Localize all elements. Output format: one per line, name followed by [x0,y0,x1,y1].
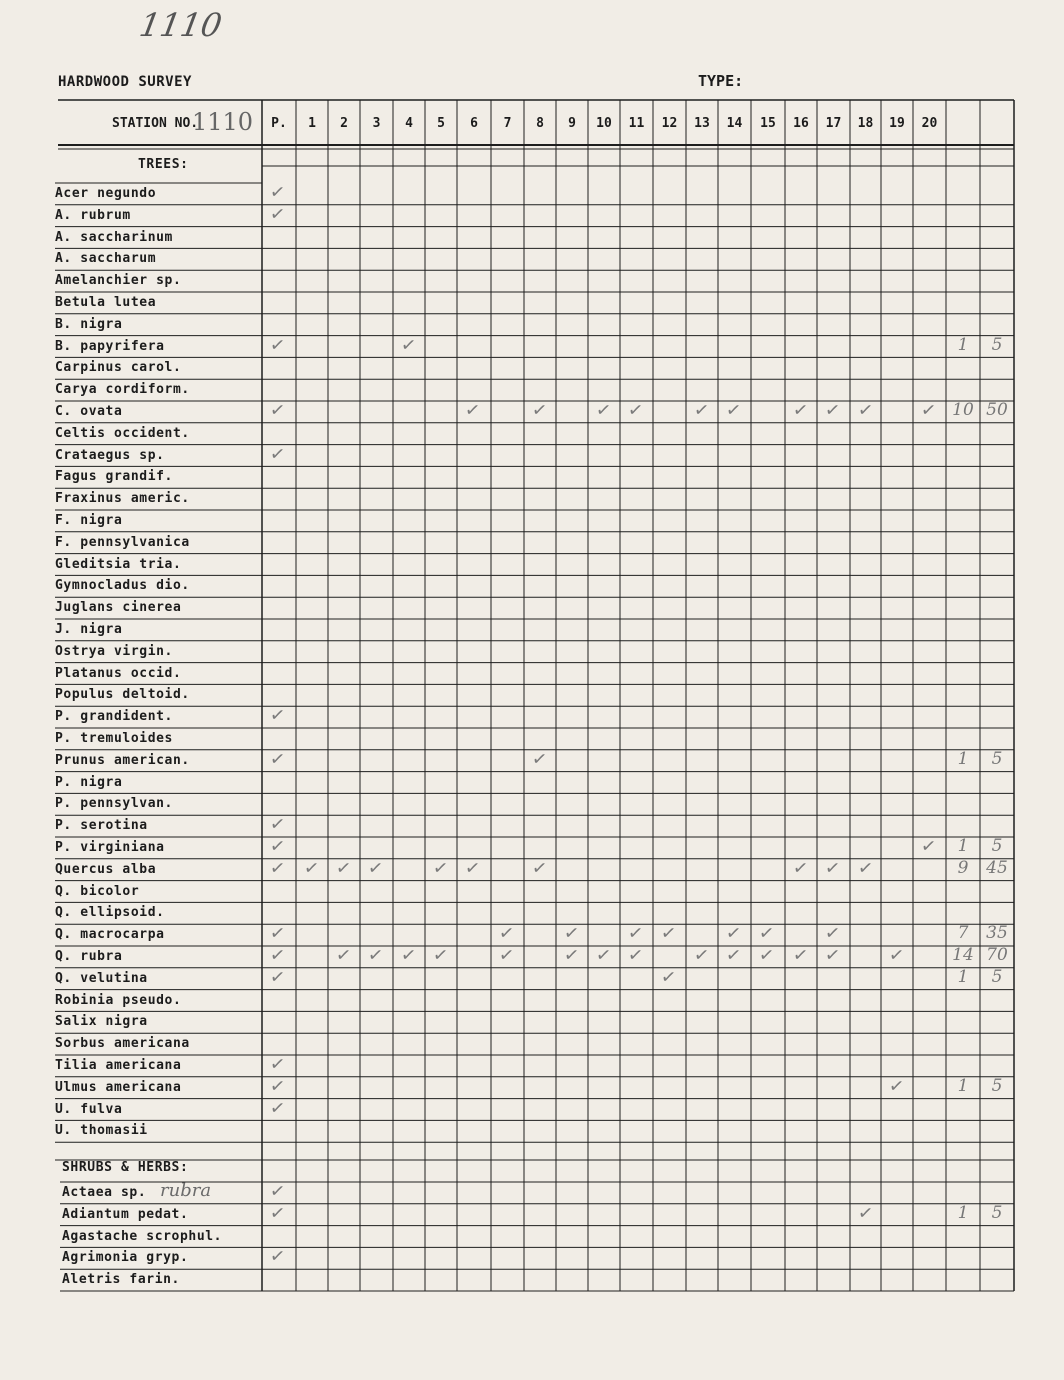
check-mark: ✓ [724,944,743,967]
check-mark: ✓ [659,922,678,946]
species-name: Gymnocladus dio. [55,578,190,594]
check-mark: ✓ [366,944,385,967]
check-mark: ✓ [268,856,287,880]
check-mark: ✓ [431,944,450,967]
species-name: Agrimonia gryp. [62,1250,189,1266]
station-number: 1110 [192,108,254,136]
column-header: 14 [726,116,743,131]
species-name: Q. ellipsoid. [55,905,165,921]
percent-value: 5 [991,1202,1003,1223]
species-name: F. nigra [55,513,123,528]
check-mark: ✓ [791,856,810,880]
column-header: 5 [437,116,445,131]
check-mark: ✓ [530,747,549,771]
species-name: A. saccharinum [55,229,173,245]
check-mark: ✓ [302,856,321,880]
check-mark: ✓ [919,399,938,422]
check-mark: ✓ [530,399,549,422]
check-mark: ✓ [268,1053,287,1076]
check-mark: ✓ [268,1201,287,1225]
check-mark: ✓ [887,1074,906,1098]
column-header: 3 [372,116,381,131]
species-name: Q. rubra [55,949,123,964]
check-mark: ✓ [562,922,581,946]
count-value: 1 [957,966,969,987]
species-name: Carpinus carol. [55,360,182,376]
percent-value: 50 [986,400,1008,420]
percent-value: 70 [986,945,1008,965]
percent-value: 35 [986,923,1008,944]
column-header: 16 [793,116,809,131]
percent-value: 5 [991,1075,1003,1096]
check-mark: ✓ [334,856,353,880]
type-label: TYPE: [698,72,744,90]
check-mark: ✓ [268,181,287,204]
species-name: P. tremuloides [55,731,173,746]
check-mark: ✓ [334,944,353,967]
species-name: J. nigra [55,622,123,637]
species-name: Carya cordiform. [55,382,190,398]
check-mark: ✓ [856,1201,875,1225]
check-mark: ✓ [463,399,482,422]
check-mark: ✓ [463,856,482,880]
check-mark: ✓ [594,944,613,967]
count-value: 1 [957,748,969,769]
species-name: Quercus alba [55,861,157,877]
check-mark: ✓ [626,922,645,946]
check-mark: ✓ [268,922,287,946]
check-mark: ✓ [268,399,287,422]
check-mark: ✓ [823,944,842,967]
check-mark: ✓ [268,202,287,226]
survey-title: HARDWOOD SURVEY [58,74,192,90]
check-mark: ✓ [399,944,418,967]
column-header: 12 [661,116,678,131]
species-name: Q. velutina [55,970,148,986]
percent-value: 5 [991,836,1003,856]
column-header: 18 [857,116,874,131]
count-value: 9 [957,857,969,878]
species-name: Actaea sp. [62,1185,147,1200]
check-mark: ✓ [268,835,287,858]
species-name: Prunus american. [55,752,190,768]
check-mark: ✓ [497,922,516,946]
species-name: Salix nigra [55,1014,148,1030]
column-header: 8 [536,116,544,131]
check-mark: ✓ [856,856,875,880]
species-name: C. ovata [55,404,123,419]
check-mark: ✓ [268,1074,287,1098]
species-name: Tilia americana [55,1058,182,1073]
check-mark: ✓ [626,399,645,422]
column-header: 17 [825,116,842,131]
check-mark: ✓ [757,944,776,967]
species-name: A. rubrum [55,207,131,223]
species-name: Acer negundo [55,186,157,201]
column-header: 7 [503,116,512,131]
species-name: F. pennsylvanica [55,534,190,550]
check-mark: ✓ [268,965,287,989]
species-name: Fagus grandif. [55,469,173,485]
column-header: 13 [694,116,710,131]
handwritten-page-number: 1110 [136,6,225,44]
species-name: Juglans cinerea [55,600,182,616]
species-annotation: rubra [160,1180,212,1201]
column-header: P. [271,116,287,131]
percent-value: 5 [991,966,1003,987]
percent-value: 5 [991,334,1003,355]
species-name: Ostrya virgin. [55,643,173,659]
check-mark: ✓ [724,399,743,422]
column-header: 4 [405,116,413,131]
species-name: P. nigra [55,774,123,790]
trees-heading: TREES: [138,157,189,172]
species-name: P. pennsylvan. [55,796,173,812]
check-mark: ✓ [594,399,613,422]
check-mark: ✓ [626,944,645,967]
species-name: P. serotina [55,818,148,834]
species-name: A. saccharum [55,251,157,267]
check-mark: ✓ [268,704,287,728]
species-name: B. papyrifera [55,338,165,354]
column-header: 2 [340,116,348,131]
check-mark: ✓ [268,333,287,357]
check-mark: ✓ [823,922,842,946]
species-name: Populus deltoid. [55,687,190,703]
check-mark: ✓ [268,813,287,837]
check-mark: ✓ [724,922,743,946]
count-value: 1 [957,1202,969,1223]
column-header: 9 [568,116,576,131]
check-mark: ✓ [268,944,287,967]
column-header: 1 [308,116,316,131]
species-name: Fraxinus americ. [55,491,190,507]
check-mark: ✓ [856,399,875,422]
check-mark: ✓ [562,944,581,967]
species-name: U. thomasii [55,1123,148,1139]
species-name: Agastache scrophul. [62,1228,223,1244]
species-name: Q. bicolor [55,883,140,899]
check-mark: ✓ [431,856,450,880]
species-name: Betula lutea [55,295,157,310]
species-name: Celtis occident. [55,425,190,441]
column-header: 20 [921,116,938,131]
check-mark: ✓ [692,399,711,422]
check-mark: ✓ [823,856,842,880]
check-mark: ✓ [659,965,678,989]
species-name: Platanus occid. [55,665,182,681]
count-value: 1 [957,1075,969,1096]
check-mark: ✓ [268,1245,287,1269]
check-mark: ✓ [268,1096,287,1120]
count-value: 14 [952,945,974,965]
species-name: U. fulva [55,1101,123,1117]
check-mark: ✓ [791,399,810,422]
species-name: Adiantum pedat. [62,1206,189,1222]
count-value: 7 [957,923,969,944]
species-name: B. nigra [55,316,123,332]
species-name: Q. macrocarpa [55,927,165,943]
species-name: Robinia pseudo. [55,992,182,1008]
check-mark: ✓ [399,333,418,357]
species-name: Gleditsia tria. [55,556,182,572]
column-header: 15 [760,116,776,131]
check-mark: ✓ [887,944,906,967]
species-name: P. virginiana [55,840,165,855]
count-value: 1 [957,836,969,856]
check-mark: ✓ [268,442,287,466]
check-mark: ✓ [268,747,287,771]
species-name: Sorbus americana [55,1036,190,1052]
check-mark: ✓ [823,399,842,422]
check-mark: ✓ [692,944,711,967]
percent-value: 5 [991,748,1003,769]
shrubs-heading: SHRUBS & HERBS: [62,1160,189,1175]
check-mark: ✓ [530,856,549,880]
check-mark: ✓ [366,856,385,880]
count-value: 10 [952,400,974,420]
species-name: Ulmus americana [55,1079,182,1095]
percent-value: 45 [986,857,1008,878]
species-name: Amelanchier sp. [55,273,182,289]
check-mark: ✓ [268,1180,287,1203]
check-mark: ✓ [757,922,776,946]
check-mark: ✓ [791,944,810,967]
species-name: Crataegus sp. [55,447,165,463]
check-mark: ✓ [919,835,938,858]
column-header: 10 [596,116,612,131]
count-value: 1 [957,334,969,355]
column-header: 6 [470,116,478,131]
species-name: P. grandident. [55,709,173,725]
species-name: Aletris farin. [62,1272,180,1288]
station-label: STATION NO. [112,116,199,131]
column-header: 11 [628,116,645,131]
column-header: 19 [889,116,905,131]
check-mark: ✓ [497,944,516,967]
